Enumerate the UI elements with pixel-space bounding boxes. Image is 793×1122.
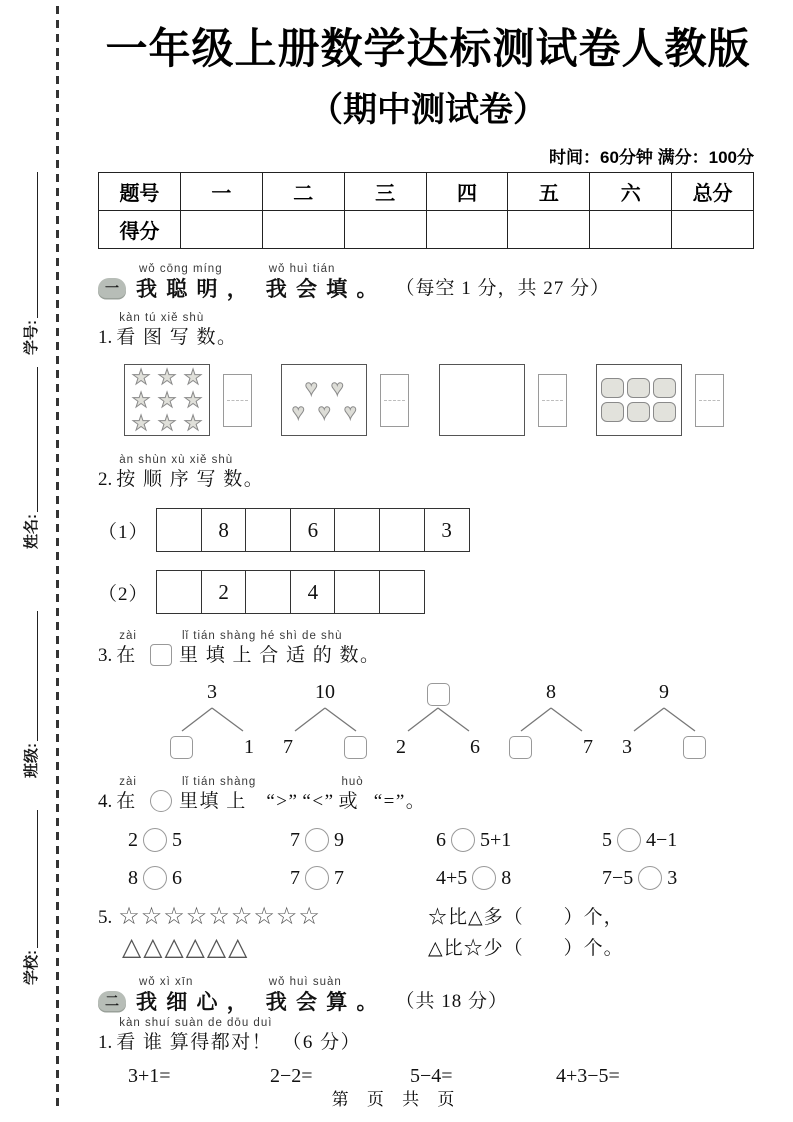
compare-right: 7 xyxy=(334,866,344,889)
section-one-header xyxy=(98,263,758,302)
pinyin: kàn tú xiě shù xyxy=(119,312,205,324)
sequence-cell: 8 xyxy=(201,508,247,552)
bond-answer-box[interactable] xyxy=(344,736,367,759)
sequence-row-1-label: （1） xyxy=(98,521,149,543)
compare-left: 4+5 xyxy=(436,866,468,889)
score-header: 得分 xyxy=(99,211,181,249)
number-bond-row xyxy=(164,678,712,762)
compare-right: 4−1 xyxy=(646,828,678,851)
score-cell[interactable] xyxy=(344,211,426,249)
col-一: 一 xyxy=(180,173,262,211)
question-3-header xyxy=(98,630,758,668)
col-三: 三 xyxy=(344,173,426,211)
answer-box[interactable] xyxy=(380,374,409,427)
bond-lines xyxy=(390,706,486,732)
score-cell[interactable] xyxy=(590,211,672,249)
comparison-item xyxy=(128,866,290,890)
question-1-text: 看 图 写 数。 xyxy=(116,327,238,348)
comparison-item xyxy=(128,828,290,852)
compare-circle[interactable] xyxy=(143,866,167,890)
sequence-row-2-label: （2） xyxy=(98,583,149,605)
bond-top-value: 3 xyxy=(207,680,217,703)
compare-circle[interactable] xyxy=(305,866,329,890)
candy-icon xyxy=(601,378,624,398)
school-label: 学校: xyxy=(22,950,40,985)
bond-value: 6 xyxy=(470,735,480,758)
compare-left: 2 xyxy=(128,828,138,851)
more-than-prompt: ☆比△多（ ）个， xyxy=(428,907,624,928)
compare-right: 5+1 xyxy=(480,828,512,851)
expression: 5−4= xyxy=(410,1065,453,1087)
sequence-cell: 3 xyxy=(424,508,470,552)
question-4-text: “>” xyxy=(266,791,299,812)
picture-group-hearts xyxy=(281,364,409,436)
class-blank-line[interactable] xyxy=(23,611,38,741)
sequence-cell[interactable] xyxy=(245,508,291,552)
compare-left: 7 xyxy=(290,828,300,851)
score-cell[interactable] xyxy=(262,211,344,249)
compare-circle[interactable] xyxy=(451,828,475,852)
bond-value: 1 xyxy=(244,735,254,758)
col-二: 二 xyxy=(262,173,344,211)
candy-icon xyxy=(627,402,650,422)
compare-left: 7−5 xyxy=(602,866,634,889)
star-icon: ★ xyxy=(131,364,151,389)
student-id-label: 学号: xyxy=(22,320,40,355)
star-icon: ★ xyxy=(131,387,151,412)
compare-right: 8 xyxy=(501,866,512,889)
class-label: 班级: xyxy=(22,743,40,778)
section-two-question-1-points: （6 分） xyxy=(282,1032,362,1053)
star-icon: ★ xyxy=(157,364,177,389)
section-two-title: 我 细 心 ， xyxy=(136,990,250,1014)
picture-box-candies xyxy=(596,364,682,436)
blank-circle-icon xyxy=(150,790,172,812)
col-四: 四 xyxy=(426,173,508,211)
bond-value: 7 xyxy=(583,735,593,758)
section-one-badge-icon: 一 xyxy=(98,278,126,298)
bond-top-value: 8 xyxy=(546,680,556,703)
pinyin: lǐ tián shàng hé shì de shù xyxy=(181,630,343,642)
star-icon: ★ xyxy=(183,364,203,389)
comparison-item xyxy=(602,828,758,852)
question-2-text: 按 顺 序 写 数。 xyxy=(116,469,265,490)
pinyin: lǐ tián shàng xyxy=(181,776,257,788)
page-subtitle: （期中测试卷） xyxy=(309,91,547,129)
compare-circle[interactable] xyxy=(305,828,329,852)
col-六: 六 xyxy=(590,173,672,211)
star-icon: ★ xyxy=(157,387,177,412)
section-one-title: 我 聪 明 ， xyxy=(136,277,250,301)
compare-circle[interactable] xyxy=(617,828,641,852)
bond-lines xyxy=(503,706,599,732)
question-4-text: 或 xyxy=(338,791,360,812)
name-label: 姓名: xyxy=(22,514,40,549)
number-bond-1 xyxy=(164,678,260,762)
star-icon: ★ xyxy=(183,387,203,412)
score-row xyxy=(99,211,754,249)
bond-answer-box[interactable] xyxy=(427,683,450,706)
section-two-title: 我 会 算 。 xyxy=(265,990,380,1014)
candy-icon xyxy=(653,378,676,398)
bond-value: 3 xyxy=(622,735,632,758)
section-two-question-1-header xyxy=(98,1017,758,1055)
heart-icon: ♥ xyxy=(291,399,305,424)
question-2-header xyxy=(98,454,758,492)
heart-icon: ♥ xyxy=(343,399,357,424)
compare-right: 9 xyxy=(334,828,344,851)
sequence-cell[interactable] xyxy=(334,508,380,552)
sequence-row-1 xyxy=(98,508,758,552)
number-bond-5 xyxy=(616,678,712,762)
sequence-cell[interactable] xyxy=(245,570,291,614)
pinyin: wǒ xì xīn xyxy=(139,976,194,988)
star-outline-row: ☆☆☆☆☆☆☆☆☆ xyxy=(118,904,321,930)
expression: 3+1= xyxy=(128,1065,171,1087)
comparison-item xyxy=(602,866,758,890)
section-two-question-1-text: 看 谁 算得都对！ xyxy=(116,1032,273,1053)
student-info-sidebar xyxy=(12,0,48,1122)
blank-square-icon xyxy=(150,644,172,666)
picture-box-stars xyxy=(124,364,210,436)
main-content xyxy=(98,0,758,1122)
compare-right: 3 xyxy=(667,866,678,889)
pinyin: àn shùn xù xiě shù xyxy=(119,454,234,466)
name-blank-line[interactable] xyxy=(23,367,38,512)
question-number: 5. xyxy=(98,906,113,928)
student-id-blank-line[interactable] xyxy=(23,172,38,318)
bond-answer-box[interactable] xyxy=(683,736,706,759)
triangle-row: △△△△△△ xyxy=(122,934,250,961)
bond-top-value: 9 xyxy=(659,680,669,703)
star-icon: ★ xyxy=(157,410,177,435)
star-icon: ★ xyxy=(131,410,151,435)
question-number: 4. xyxy=(98,791,113,812)
expression: 2−2= xyxy=(270,1065,313,1087)
comparison-item xyxy=(290,866,436,890)
question-3-text: 里 填 上 合 适 的 数。 xyxy=(178,645,381,666)
question-number-header: 题号 xyxy=(99,173,181,211)
score-cell[interactable] xyxy=(426,211,508,249)
comparison-grid xyxy=(128,828,758,890)
question-number-row xyxy=(99,173,754,211)
page-footer: 第 页 共 页 xyxy=(331,1090,462,1109)
pinyin: kàn shuí suàn de dōu duì xyxy=(119,1017,273,1029)
picture-group-stars xyxy=(124,364,252,436)
bond-answer-box[interactable] xyxy=(170,736,193,759)
section-one-points: （每空 1 分，共 27 分） xyxy=(395,278,611,299)
heart-icon: ♥ xyxy=(330,375,344,400)
number-bond-4 xyxy=(503,678,599,762)
star-icon: ★ xyxy=(183,410,203,435)
question-number: 2. xyxy=(98,469,113,490)
question-3-text: 在 xyxy=(116,645,137,666)
bond-top-value: 10 xyxy=(315,680,335,703)
candy-icon xyxy=(653,402,676,422)
compare-right: 5 xyxy=(172,828,182,851)
sequence-cell[interactable] xyxy=(156,570,202,614)
section-two-badge-icon: 二 xyxy=(98,991,126,1011)
sequence-cell[interactable] xyxy=(156,508,202,552)
number-bond-3 xyxy=(390,678,486,762)
expression: 4+3−5= xyxy=(556,1065,620,1087)
number-bond-2 xyxy=(277,678,373,762)
bond-answer-box[interactable] xyxy=(509,736,532,759)
section-two-header xyxy=(98,976,758,1015)
compare-circle[interactable] xyxy=(143,828,167,852)
heart-icon: ♥ xyxy=(317,399,331,424)
answer-box[interactable] xyxy=(695,374,724,427)
sequence-cell: 2 xyxy=(201,570,247,614)
section-two-points: （共 18 分） xyxy=(395,991,509,1012)
question-4-text: 在 xyxy=(116,791,137,812)
answer-box[interactable] xyxy=(223,374,252,427)
school-blank-line[interactable] xyxy=(23,810,38,948)
sequence-cell[interactable] xyxy=(379,508,425,552)
candy-icon xyxy=(627,378,650,398)
pinyin: zài xyxy=(119,776,137,788)
bond-lines xyxy=(164,706,260,732)
pinyin: wǒ huì tián xyxy=(268,263,336,275)
pinyin: wǒ cōng míng xyxy=(139,263,223,275)
compare-right: 6 xyxy=(172,866,182,889)
question-5-shapes xyxy=(98,902,428,964)
score-cell[interactable] xyxy=(672,211,754,249)
compare-left: 5 xyxy=(602,828,612,851)
score-table xyxy=(98,172,754,249)
pinyin: huò xyxy=(341,776,364,788)
question-4-text: “<” xyxy=(302,791,335,812)
compare-circle[interactable] xyxy=(638,866,662,890)
question-4-text: 里填 上 xyxy=(178,791,247,812)
candy-icon xyxy=(601,402,624,422)
question-number: 1. xyxy=(98,1032,113,1053)
picture-group-empty xyxy=(439,364,567,436)
picture-box-empty xyxy=(439,364,525,436)
pinyin: zài xyxy=(119,630,137,642)
picture-box-hearts xyxy=(281,364,367,436)
sequence-cell[interactable] xyxy=(334,570,380,614)
sequence-cell[interactable] xyxy=(379,570,425,614)
question-4-header xyxy=(98,776,758,814)
col-总分: 总分 xyxy=(672,173,754,211)
bond-lines xyxy=(616,706,712,732)
comparison-item xyxy=(436,828,602,852)
sequence-cell: 4 xyxy=(290,570,336,614)
pinyin: wǒ huì suàn xyxy=(268,976,342,988)
compare-left: 7 xyxy=(290,866,300,889)
col-五: 五 xyxy=(508,173,590,211)
less-than-prompt: △比☆少（ ）个。 xyxy=(428,938,624,959)
comparison-item xyxy=(290,828,436,852)
sequence-cell: 6 xyxy=(290,508,336,552)
picture-group-candies xyxy=(596,364,724,436)
bond-value: 7 xyxy=(283,735,293,758)
question-number: 1. xyxy=(98,327,113,348)
question-5-prompts xyxy=(428,902,624,964)
question-5 xyxy=(98,902,758,964)
comparison-item xyxy=(436,866,602,890)
section-one-title: 我 会 填 。 xyxy=(265,277,380,301)
sequence-row-2 xyxy=(98,570,758,614)
answer-box[interactable] xyxy=(538,374,567,427)
bond-value: 2 xyxy=(396,735,406,758)
count-picture-row xyxy=(124,364,724,436)
score-cell[interactable] xyxy=(180,211,262,249)
time-score-meta: 时间：60分钟 满分：100分 xyxy=(549,148,754,167)
bond-lines xyxy=(277,706,373,732)
page-title: 一年级上册数学达标测试卷人教版 xyxy=(105,25,751,72)
compare-left: 6 xyxy=(436,828,446,851)
compare-left: 8 xyxy=(128,866,138,889)
question-4-text: “=”。 xyxy=(373,791,427,812)
fold-dashed-line xyxy=(56,6,59,1110)
question-number: 3. xyxy=(98,645,113,666)
heart-icon: ♥ xyxy=(304,375,318,400)
score-cell[interactable] xyxy=(508,211,590,249)
question-1-header xyxy=(98,312,758,350)
compare-circle[interactable] xyxy=(472,866,496,890)
